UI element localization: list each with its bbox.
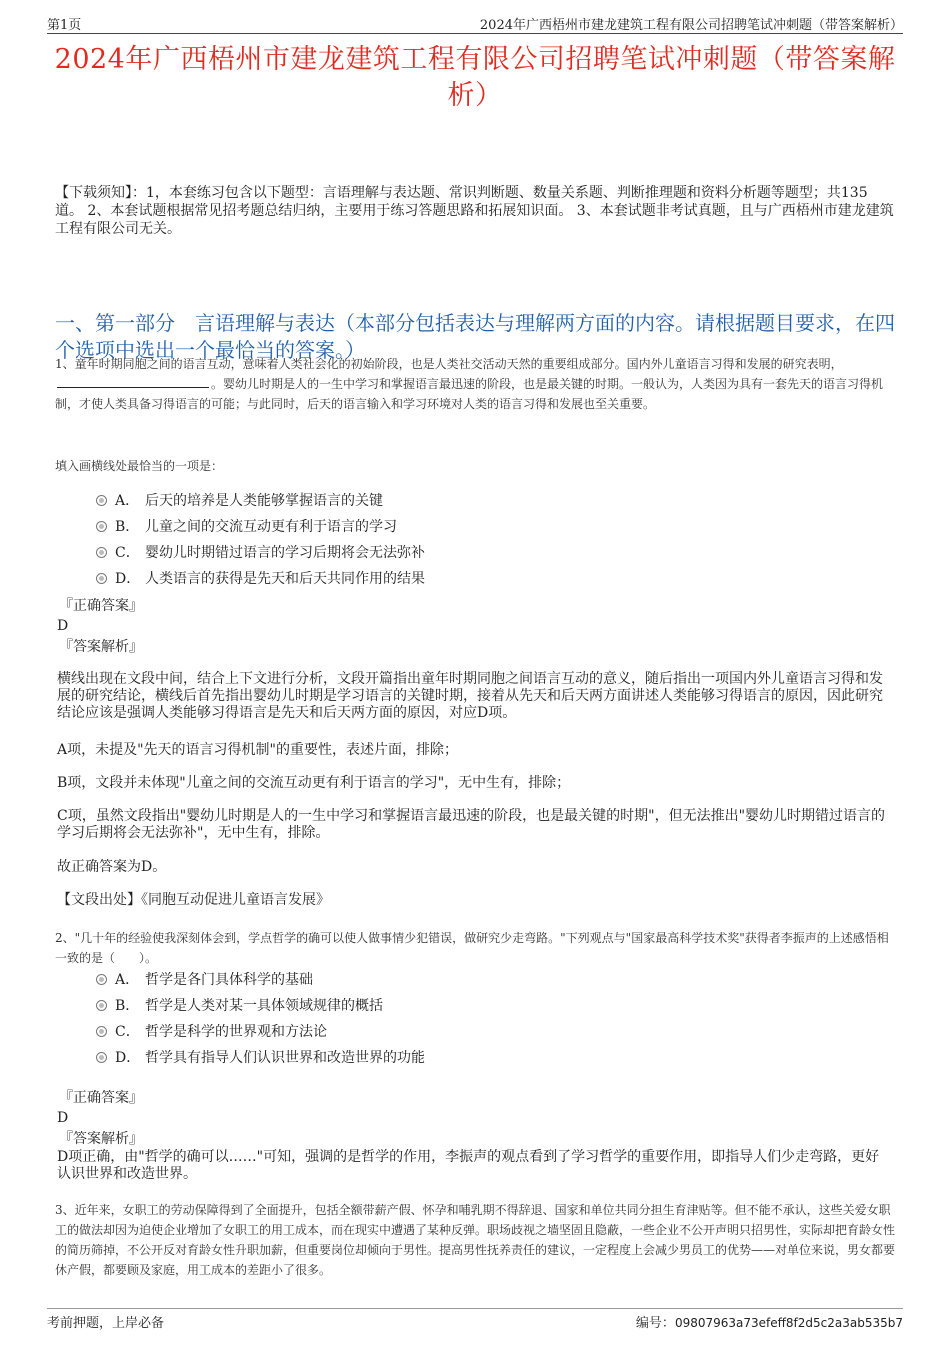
- question-1-stem: 1、童年时期同胞之间的语言互动，意味着人类社会化的初始阶段，也是人类社交活动天然的重要组成部分。国内外儿童语言习得和发展的研究表明，。婴幼儿时期是人的一生中学习和掌握语言最迅速的阶段，也是最关键的时期。一般认为，人类因为具有一套先天的语言习得机制，才使人类具备习得语言的可能；与此同时，后天的语言输入和学习环境对人类的语言习得和发展也至关重要。: [55, 357, 884, 411]
- radio-icon[interactable]: [96, 573, 107, 584]
- fill-blank-line: [57, 375, 209, 388]
- page-header: [47, 12, 903, 32]
- option-c[interactable]: C． 婴幼儿时期错过语言的学习后期将会无法弥补: [96, 540, 425, 566]
- radio-icon[interactable]: [96, 1026, 107, 1037]
- option-d[interactable]: D． 人类语言的获得是先天和后天共同作用的结果: [96, 566, 425, 592]
- option-b[interactable]: B． 儿童之间的交流互动更有利于语言的学习: [96, 514, 425, 540]
- section-title: 一、第一部分 言语理解与表达（本部分包括表达与理解两方面的内容。请根据题目要求，在四个选项中选出一个最恰当的答案。）: [55, 311, 895, 362]
- analysis-label: 『答案解析』: [59, 639, 143, 655]
- analysis-paragraph: D项正确，由"哲学的确可以……"可知，强调的是哲学的作用，李振声的观点看到了学习哲学的重要作用，即指导人们少走弯路，更好认识世界和改造世界。: [57, 1149, 880, 1182]
- radio-icon[interactable]: [96, 547, 107, 558]
- question-1-options: [96, 488, 425, 592]
- radio-icon[interactable]: [96, 1000, 107, 1011]
- option-a[interactable]: A． 哲学是各门具体科学的基础: [96, 967, 425, 993]
- page-number: 第1页: [47, 18, 82, 33]
- question-2-options: [96, 967, 425, 1071]
- analysis-paragraph: C项，虽然文段指出"婴幼儿时期是人的一生中学习和掌握语言最迅速的阶段，也是最关键的时期"，但无法推出"婴幼儿时期错过语言的学习后期将会无法弥补"，无中生有，排除。: [57, 808, 886, 841]
- option-d[interactable]: D． 哲学具有指导人们认识世界和改造世界的功能: [96, 1045, 425, 1071]
- radio-icon[interactable]: [96, 495, 107, 506]
- analysis-label: 『答案解析』: [59, 1131, 143, 1147]
- answer-value: D: [57, 1110, 69, 1126]
- header-doc-title: 2024年广西梧州市建龙建筑工程有限公司招聘笔试冲刺题（带答案解析）: [479, 18, 903, 33]
- answer-value: D: [57, 618, 69, 634]
- download-notice: 【下载须知】：1，本套练习包含以下题型：言语理解与表达题、常识判断题、数量关系题、判断推理题和资料分析题等题型；共135道。 2、本套试题根据常见招考题总结归纳，主要用于练习答题思路和拓展知识面。 3、本套试题非考试真题，且与广西梧州市建龙建筑工程有限公司无关。: [55, 185, 894, 237]
- header-divider: [47, 33, 903, 34]
- question-3-stem: 3、近年来，女职工的劳动保障得到了全面提升，包括全额带薪产假、怀孕和哺乳期不得辞退、国家和单位共同分担生育津贴等。但不能不承认，这些关爱女职工的做法却因为迫使企业增加了女职工的用工成本，而在现实中遭遇了某种反弹。职场歧视之墙坚固且隐蔽，一些企业不公开声明只招男性，实际却把育龄女性的简历筛掉，不公开反对育龄女性升职加薪，但重要岗位却倾向于男性。提高男性抚养责任的建议，一定程度上会减少男员工的优势——对单位来说，男女都要休产假，都要顾及家庭，用工成本的差距小了很多。: [55, 1203, 896, 1277]
- option-b[interactable]: B． 哲学是人类对某一具体领域规律的概括: [96, 993, 425, 1019]
- page-title: 2024年广西梧州市建龙建筑工程有限公司招聘笔试冲刺题（带答案解析）: [54, 44, 896, 111]
- option-c[interactable]: C． 哲学是科学的世界观和方法论: [96, 1019, 425, 1045]
- analysis-paragraph: B项，文段并未体现"儿童之间的交流互动更有利于语言的学习"，无中生有，排除；: [57, 775, 571, 791]
- source-note: 【文段出处】《同胞互动促进儿童语言发展》: [57, 892, 330, 908]
- analysis-paragraph: A项，未提及"先天的语言习得机制"的重要性，表述片面，排除；: [57, 742, 458, 758]
- answer-label: 『正确答案』: [59, 598, 143, 614]
- radio-icon[interactable]: [96, 974, 107, 985]
- option-a[interactable]: A． 后天的培养是人类能够掌握语言的关键: [96, 488, 425, 514]
- radio-icon[interactable]: [96, 521, 107, 532]
- analysis-paragraph: 横线出现在文段中间，结合上下文进行分析，文段开篇指出童年时期同胞之间语言互动的意义，随后指出一项国内外儿童语言习得和发展的研究结论，横线后首先指出婴幼儿时期是学习语言的关键时期，接着从先天和后天两方面讲述人类能够习得语言的原因，因此研究结论应该是强调人类能够习得语言是先天和后天两方面的原因，对应D项。: [57, 671, 883, 721]
- footer-divider: [47, 1308, 903, 1309]
- document-code: 编号：09807963a73efeff8f2d5c2a3ab535b7: [635, 1316, 903, 1331]
- answer-label: 『正确答案』: [59, 1090, 143, 1106]
- question-1-prompt: 填入画横线处最恰当的一项是：: [55, 459, 224, 473]
- footer-slogan: 考前押题，上岸必备: [47, 1316, 165, 1331]
- question-2-stem: 2、"几十年的经验使我深刻体会到，学点哲学的确可以使人做事情少犯错误，做研究少走弯路。"下列观点与"国家最高科学技术奖"获得者李振声的上述感悟相一致的是（ ）。: [55, 931, 889, 965]
- radio-icon[interactable]: [96, 1052, 107, 1063]
- analysis-paragraph: 故正确答案为D。: [57, 859, 167, 875]
